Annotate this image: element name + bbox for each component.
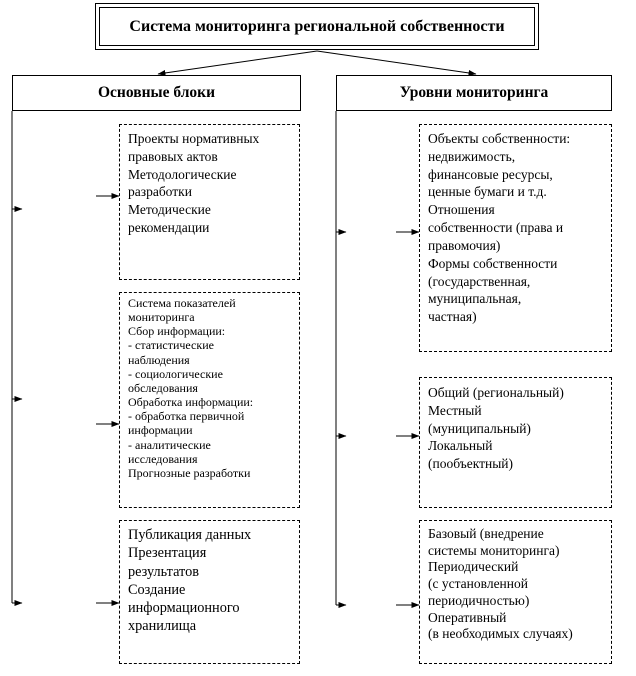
box-line: наблюдения bbox=[128, 352, 190, 367]
arrow-title-to-left bbox=[158, 51, 317, 74]
box-line: разработки bbox=[128, 184, 192, 200]
box-line: муниципальная, bbox=[428, 291, 522, 307]
box-line: информации bbox=[128, 423, 193, 438]
box-line: - статистические bbox=[128, 338, 214, 353]
box-line: Создание bbox=[128, 581, 186, 598]
box-line: результатов bbox=[128, 563, 200, 580]
box-line: Публикация данных bbox=[128, 527, 252, 543]
box-line: Базовый (внедрение bbox=[428, 526, 544, 541]
diagram-title-box bbox=[95, 3, 539, 50]
box-property-objects bbox=[419, 124, 612, 352]
arrow-title-to-right bbox=[317, 51, 476, 74]
box-line: Прогнозные разработки bbox=[128, 465, 251, 480]
box-line: рекомендации bbox=[128, 220, 210, 236]
box-line: Обработка информации: bbox=[128, 395, 254, 410]
box-line: правовых актов bbox=[128, 148, 218, 164]
box-line: частная) bbox=[428, 309, 477, 325]
box-line: - социологические bbox=[128, 366, 223, 381]
box-line: (в необходимых случаях) bbox=[428, 626, 573, 642]
box-line: Методические bbox=[128, 202, 211, 218]
box-line: (пообъектный) bbox=[428, 456, 514, 472]
box-line: хранилища bbox=[128, 618, 197, 635]
box-line: Оперативный bbox=[428, 609, 507, 625]
box-line: Презентация bbox=[128, 545, 207, 562]
box-line: Общий (региональный) bbox=[428, 385, 564, 400]
box-line: ценные бумаги и т.д. bbox=[428, 184, 547, 200]
box-line: Локальный bbox=[428, 438, 493, 454]
box-line: финансовые ресурсы, bbox=[428, 166, 553, 182]
box-line: (с установленной bbox=[428, 576, 528, 592]
box-line: обследования bbox=[128, 380, 198, 395]
box-line: Методологические bbox=[128, 166, 237, 182]
box-monitoring-types bbox=[419, 520, 612, 664]
diagram-title: Система мониторинга региональной собственности bbox=[129, 17, 505, 35]
box-line: (муниципальный) bbox=[428, 420, 531, 436]
box-monitoring-scope bbox=[419, 377, 612, 508]
box-normative-projects bbox=[119, 124, 300, 280]
box-line: Формы собственности bbox=[428, 255, 558, 271]
box-line: системы мониторинга) bbox=[428, 542, 560, 558]
box-line: - обработка первичной bbox=[128, 409, 245, 424]
box-line: Объекты собственности: bbox=[428, 131, 571, 146]
box-line: Местный bbox=[428, 402, 482, 418]
box-line: мониторинга bbox=[128, 310, 195, 325]
box-line: - аналитические bbox=[128, 437, 211, 452]
box-line: периодичностью) bbox=[428, 592, 530, 608]
box-line: собственности (права и bbox=[428, 220, 564, 236]
box-line: (государственная, bbox=[428, 273, 531, 289]
box-line: Отношения bbox=[428, 202, 495, 218]
box-line: Система показателей bbox=[128, 296, 236, 310]
box-line: недвижимость, bbox=[428, 148, 516, 164]
box-line: Периодический bbox=[428, 559, 519, 575]
header-monitoring-levels: Уровни мониторинга bbox=[336, 75, 612, 111]
box-line: информационного bbox=[128, 600, 240, 617]
box-line: исследования bbox=[128, 451, 198, 466]
box-line: Проекты нормативных bbox=[128, 131, 260, 146]
box-line: Сбор информации: bbox=[128, 324, 226, 339]
box-publication bbox=[119, 520, 300, 664]
header-main-blocks: Основные блоки bbox=[12, 75, 301, 111]
box-indicator-system bbox=[119, 292, 300, 508]
box-line: правомочия) bbox=[428, 237, 501, 253]
